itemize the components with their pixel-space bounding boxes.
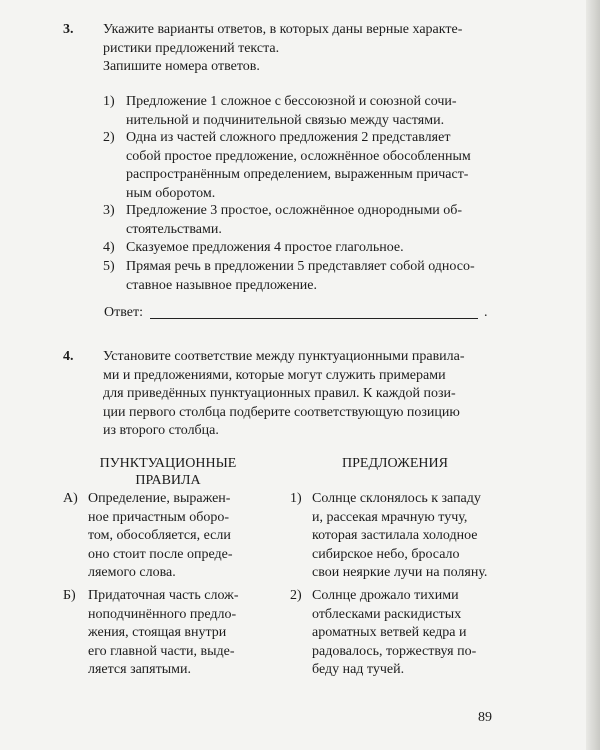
question-4-prompt <box>103 348 465 441</box>
option-line: собой простое предложение, осложнённое обособленным <box>126 148 471 164</box>
rules-title-line: ПУНКТУАЦИОННЫЕ <box>99 456 237 471</box>
sentence-line: свои неяркие лучи на поляну. <box>312 565 488 580</box>
question-3-prompt <box>103 21 462 77</box>
sentence-line: радовалось, торжествуя по- <box>312 643 477 659</box>
option-1-text <box>126 93 457 130</box>
page-number: 89 <box>478 710 492 725</box>
option-line: Предложение 3 простое, осложнённое однородными об- <box>126 203 463 218</box>
rule-line: жения, стоящая внутри <box>88 625 227 640</box>
answer-end-period: . <box>484 305 488 320</box>
question-4-number: 4. <box>63 349 74 364</box>
option-line: распространённым определением, выраженным причаст- <box>126 167 469 182</box>
option-5-number: 5) <box>103 259 115 274</box>
option-line: Одна из частей сложного предложения 2 представляет <box>126 130 451 145</box>
option-line: ставное назывное предложение. <box>126 277 318 293</box>
sentence-line: беду над тучей. <box>312 662 405 677</box>
rules-column-title <box>78 455 258 489</box>
rule-line: оно стоит после опреде- <box>88 546 233 562</box>
rule-line: ляется запятыми. <box>88 662 191 677</box>
answer-blank-line[interactable] <box>150 318 478 319</box>
option-3-number: 3) <box>103 203 115 218</box>
rule-line: Определение, выражен- <box>88 491 231 506</box>
prompt-line: Установите соответствие между пунктуационными правила- <box>103 349 465 364</box>
sentence-1-text <box>312 490 487 583</box>
sentence-line: которая застилала холодное <box>312 528 478 543</box>
sentence-1-label: 1) <box>290 491 302 506</box>
option-line: Сказуемое предложения 4 простое глагольное. <box>126 240 404 255</box>
answer-label: Ответ: <box>104 305 143 320</box>
prompt-line: из второго столбца. <box>103 423 219 438</box>
prompt-line: ции первого столбца подберите соответствующую позицию <box>103 404 460 420</box>
rule-line: его главной части, выде- <box>88 643 235 659</box>
rule-a-text <box>88 490 233 583</box>
question-3-number: 3. <box>63 22 74 37</box>
sentence-2-text <box>312 587 476 680</box>
sentence-line: ароматных ветвей кедра и <box>312 625 467 640</box>
rule-line: Придаточная часть слож- <box>88 588 239 603</box>
option-line: ным оборотом. <box>126 185 216 201</box>
rule-b-text <box>88 587 239 680</box>
option-4-number: 4) <box>103 240 115 255</box>
option-line: Предложение 1 сложное с бессоюзной и союзной сочи- <box>126 94 457 109</box>
rule-b-label: Б) <box>63 588 76 603</box>
option-1-number: 1) <box>103 94 115 109</box>
sentence-line: Солнце склонялось к западу <box>312 491 481 506</box>
rule-line: ноподчинённого предло- <box>88 606 237 622</box>
sentence-2-label: 2) <box>290 588 302 603</box>
rule-line: ное причастным оборо- <box>88 509 229 525</box>
option-4-text <box>126 239 404 258</box>
prompt-line: для приведённых пунктуационных правил. К каждой пози- <box>103 386 456 401</box>
option-2-number: 2) <box>103 130 115 145</box>
option-3-text <box>126 202 462 239</box>
sentence-line: сибирское небо, бросало <box>312 546 460 562</box>
rules-title-line: ПРАВИЛА <box>135 473 201 488</box>
option-line: стоятельствами. <box>126 221 222 237</box>
option-line: нительной и подчинительной связью между частями. <box>126 112 445 128</box>
option-2-text <box>126 129 471 203</box>
sentence-line: и, рассекая мрачную тучу, <box>312 509 468 525</box>
prompt-line: Запишите номера ответов. <box>103 59 260 74</box>
page-edge-shadow <box>586 0 600 750</box>
option-line: Прямая речь в предложении 5 представляет собой односо- <box>126 259 475 274</box>
rule-line: ляемого слова. <box>88 565 176 580</box>
rule-a-label: А) <box>63 491 78 506</box>
prompt-line: ристики предложений текста. <box>103 40 280 56</box>
sentence-line: Солнце дрожало тихими <box>312 588 459 603</box>
option-5-text <box>126 258 475 295</box>
prompt-line: ми и предложениями, которые могут служить примерами <box>103 367 446 383</box>
sentences-column-title: ПРЕДЛОЖЕНИЯ <box>342 456 448 471</box>
sentence-line: отблесками раскидистых <box>312 606 462 622</box>
rule-line: том, обособляется, если <box>88 528 231 543</box>
prompt-line: Укажите варианты ответов, в которых даны верные характе- <box>103 22 463 37</box>
